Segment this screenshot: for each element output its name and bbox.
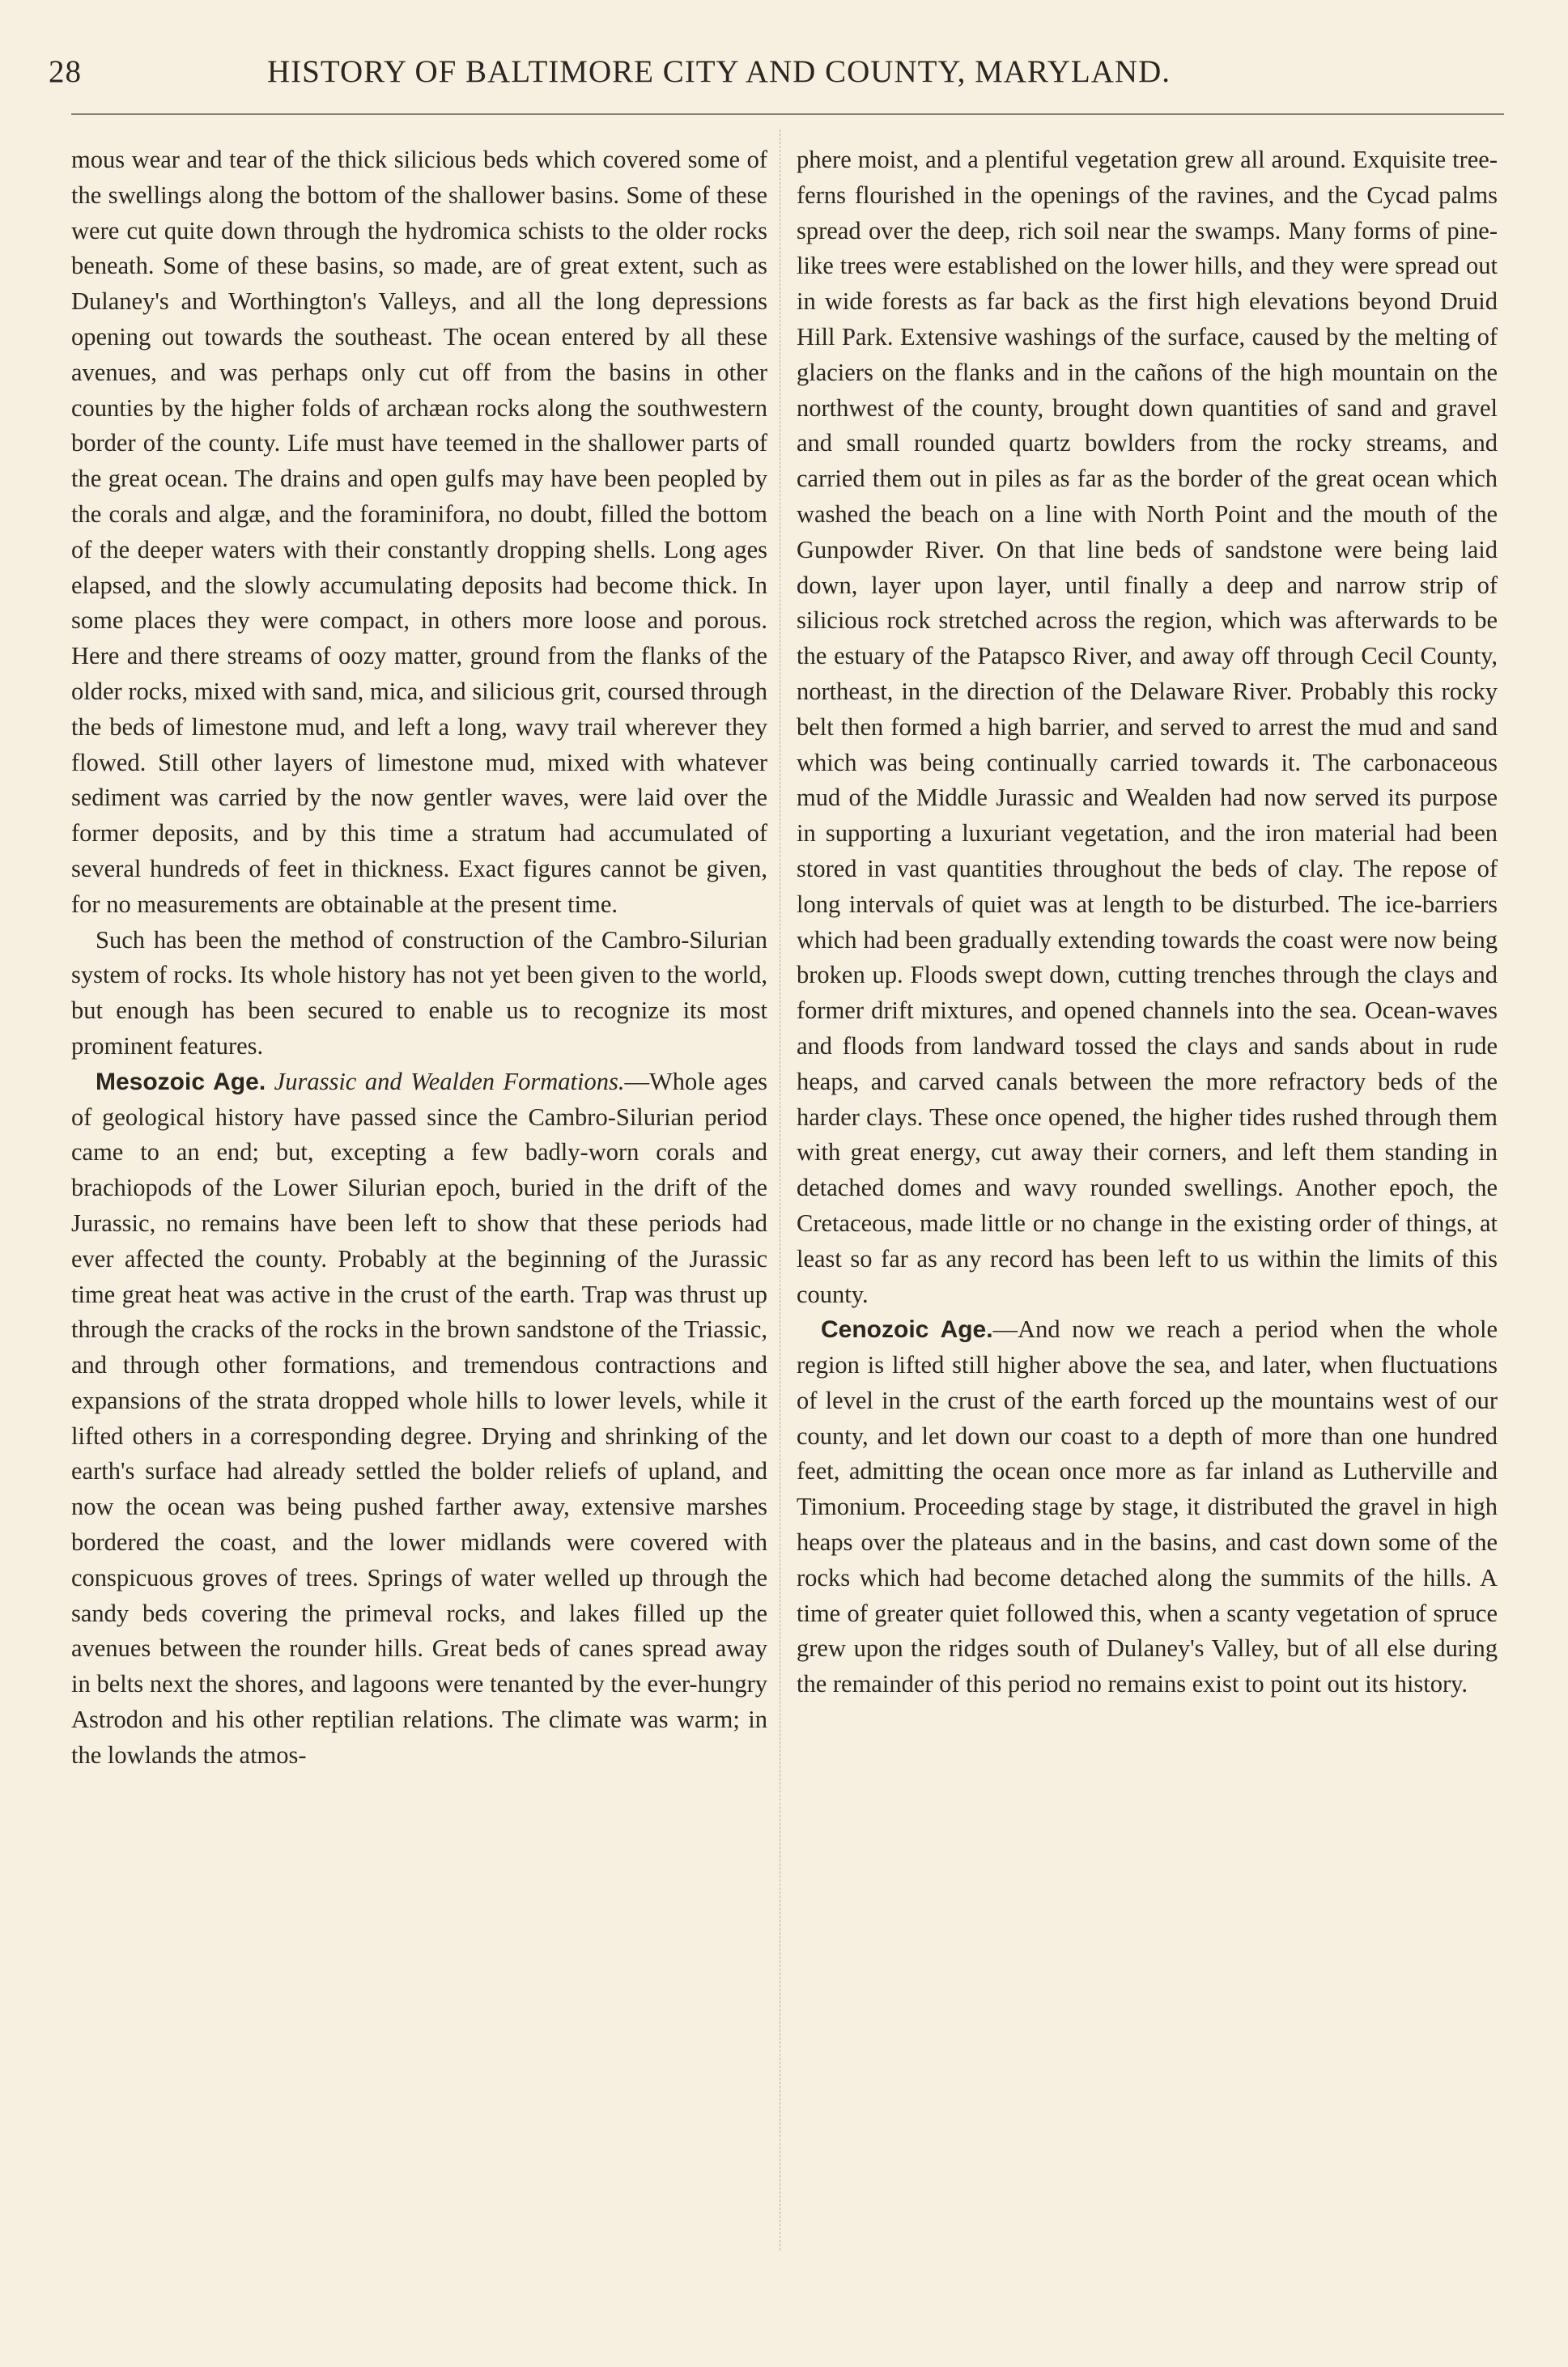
- paragraph-mesozoic: [71, 1065, 767, 1774]
- page-number: 28: [49, 54, 82, 89]
- section-heading-mesozoic: Mesozoic Age.: [96, 1068, 266, 1095]
- paragraph: Such has been the method of construction of the Cambro-Silurian system of rocks. Its whole history has not yet been given to the world, but enough has been secured to enable us to recognize its most prominent features.: [71, 925, 767, 1060]
- page-header: [49, 53, 1311, 102]
- left-column: [71, 142, 767, 1774]
- right-column: [797, 142, 1498, 1702]
- header-rule: [71, 113, 1504, 115]
- running-title: HISTORY OF BALTIMORE CITY AND COUNTY, MARYLAND.: [267, 54, 1171, 89]
- paragraph: phere moist, and a plentiful vegetation grew all around. Exquisite tree-ferns flourished in the openings of the ravines, and the Cycad palms spread over the deep, rich soil near the swamps. Many forms of pine-like trees were established on the lower hills, and they were spread out in wide forests as far back as the first high elevations beyond Druid Hill Park. Extensive washings of the surface, caused by the melting of glaciers on the flanks and in the cañons of the high mountain on the northwest of the county, brought down quantities of sand and gravel and small rounded quartz bowlders from the rocky streams, and carried them out in piles as far as the border of the great ocean which washed the beach on a line with North Point and the mouth of the Gunpowder River. On that line beds of sandstone were being laid down, layer upon layer, until finally a deep and narrow strip of silicious rock stretched across the region, which was afterwards to be the estuary of the Patapsco River, and away off through Cecil County, northeast, in the direction of the Delaware River. Probably this rocky belt then formed a high barrier, and served to arrest the mud and sand which was being continually carried towards it. The carbonaceous mud of the Middle Jurassic and Wealden had now served its purpose in supporting a luxuriant vegetation, and the iron material had been stored in vast quantities throughout the beds of clay. The repose of long intervals of quiet was at length to be disturbed. The ice-barriers which had been gradually extending towards the coast were now being broken up. Floods swept down, cutting trenches through the clays and former drift mixtures, and opened channels into the sea. Ocean-waves and floods from landward tossed the clays and sands about in rude heaps, and carved canals between the more refractory beds of the harder clays. These once opened, the higher tides rushed through them with great energy, cut away their corners, and left them standing in detached domes and wavy rounded swellings. Another epoch, the Cretaceous, made little or no change in the existing order of things, at least so far as any record has been left to us within the limits of this county.: [797, 146, 1498, 1308]
- paragraph-cenozoic: [797, 1312, 1498, 1702]
- paragraph-text: —And now we reach a period when the whole region is lifted still higher above the sea, and later, when fluctuations of level in the crust of the earth forced up the mountains west of our county, and let down our coast to a depth of more than one hundred feet, admitting the ocean once more as far inland as Lutherville and Timonium. Proceeding stage by stage, it distributed the gravel in high heaps over the plateaus and in the basins, and cast down some of the rocks which had become detached along the summits of the hills. A time of greater quiet followed this, when a scanty vegetation of spruce grew upon the ridges south of Dulaney's Valley, but of all else during the remainder of this period no remains exist to point out its history.: [797, 1315, 1498, 1698]
- paragraph-text: —Whole ages of geological history have passed since the Cambro-Silurian period came to an end; but, excepting a few badly-worn corals and brachiopods of the Lower Silurian epoch, buried in the drift of the Jurassic, no remains have been left to show that these periods had ever affected the county. Probably at the beginning of the Jurassic time great heat was active in the crust of the earth. Trap was thrust up through the cracks of the rocks in the brown sandstone of the Triassic, and through other formations, and tremendous contractions and expansions of the strata dropped whole hills to lower levels, while it lifted others in a corresponding degree. Drying and shrinking of the earth's surface had already settled the bolder reliefs of upland, and now the ocean was being pushed farther away, extensive marshes bordered the coast, and the lower midlands were covered with conspicuous groves of trees. Springs of water welled up through the sandy beds covering the primeval rocks, and lakes filled up the avenues between the rounder hills. Great beds of canes spread away in belts next the shores, and lagoons were tenanted by the ever-hungry Astrodon and his other reptilian relations. The climate was warm; in the lowlands the atmos-: [71, 1067, 768, 1769]
- section-heading-cenozoic: Cenozoic Age.: [821, 1316, 993, 1344]
- paragraph: mous wear and tear of the thick silicious beds which covered some of the swellings along the bottom of the shallower basins. Some of these were cut quite down through the hydromica schists to the older rocks beneath. Some of these basins, so made, are of great extent, such as Dulaney's and Worthington's Valleys, and all the long depressions opening out towards the southeast. The ocean entered by all these avenues, and was perhaps only cut off from the basins in other counties by the higher folds of archæan rocks along the southwestern border of the county. Life must have teemed in the shallower parts of the great ocean. The drains and open gulfs may have been peopled by the corals and algæ, and the foraminifora, no doubt, filled the bottom of the deeper waters with their constantly dropping shells. Long ages elapsed, and the slowly accumulating deposits had become thick. In some places they were compact, in others more loose and porous. Here and there streams of oozy matter, ground from the flanks of the older rocks, mixed with sand, mica, and silicious grit, coursed through the beds of limestone mud, and left a long, wavy trail wherever they flowed. Still other layers of limestone mud, mixed with whatever sediment was carried by the now gentler waves, were laid over the former deposits, and by this time a stratum had accumulated of several hundreds of feet in thickness. Exact figures cannot be given, for no measurements are obtainable at the present time.: [71, 146, 767, 918]
- section-subheading: Jurassic and Wealden Formations.: [274, 1067, 625, 1095]
